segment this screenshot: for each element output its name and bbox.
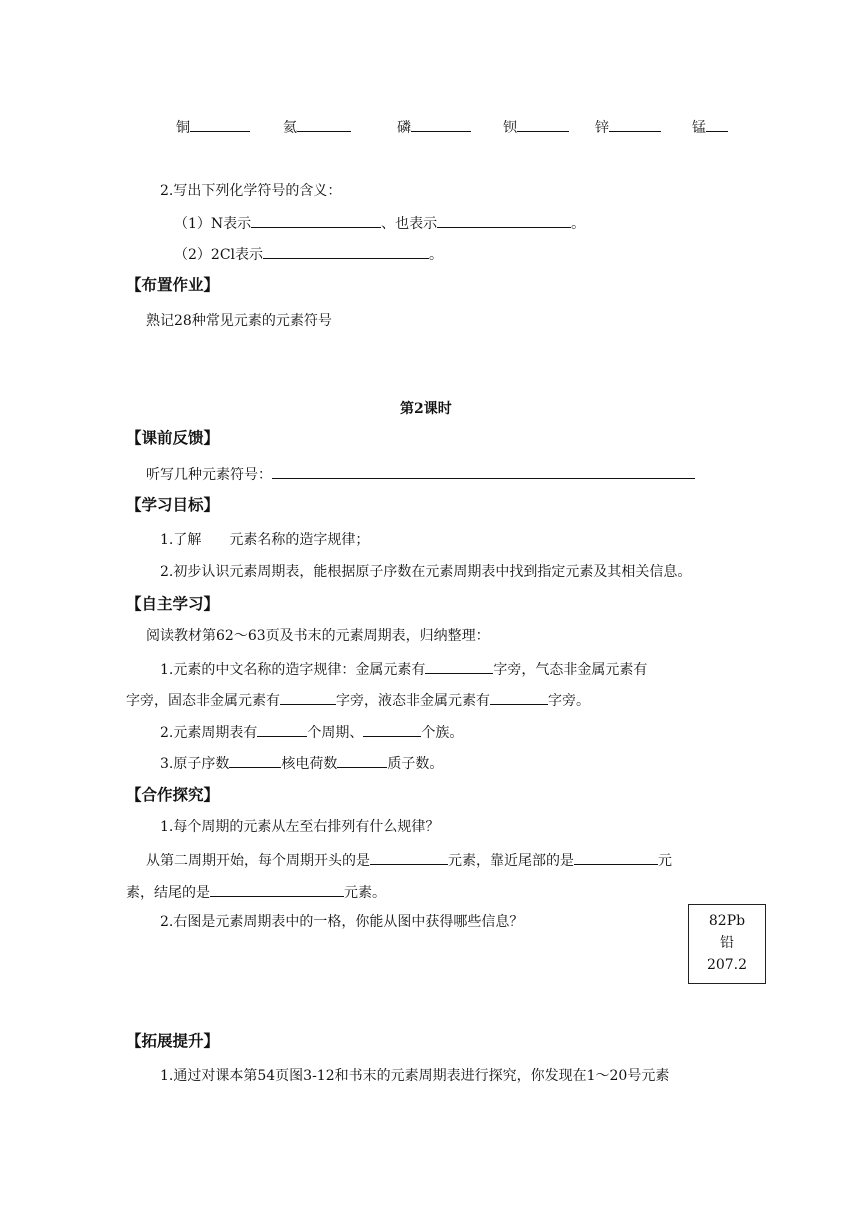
q2-title: 2.写出下列化学符号的含义： (160, 183, 342, 199)
goal-2: 2.初步认识元素周期表，能根据原子序数在元素周期表中找到指定元素及其相关信息。 (160, 564, 692, 580)
self-study-intro: 阅读教材第62～63页及书末的元素周期表，归纳整理： (146, 628, 490, 644)
self-study-heading: 【自主学习】 (126, 595, 220, 613)
element-mn: 锰 (692, 117, 728, 137)
periodic-table-cell (688, 904, 766, 984)
answer-blank[interactable] (425, 659, 493, 674)
element-ba: 钡 (503, 117, 569, 137)
q2-part-b: （2）2Cl表示 。 (174, 244, 443, 264)
self-study-3: 3.原子序数 核电荷数 质子数。 (160, 753, 443, 773)
coop-2: 2.右图是元素周期表中的一格，你能从图中获得哪些信息？ (160, 914, 524, 930)
homework-text: 熟记28种常见元素的元素符号 (146, 313, 332, 329)
feedback-line: 听写几种元素符号： (146, 464, 695, 484)
self-study-2: 2.元素周期表有 个周期、 个族。 (160, 722, 463, 742)
element-cu: 铜 (176, 117, 250, 137)
answer-blank[interactable] (280, 690, 336, 705)
answer-blank[interactable] (337, 753, 387, 768)
self-study-1b: 字旁，固态非金属元素有 字旁，液态非金属元素有 字旁。 (126, 690, 590, 710)
goals-heading: 【学习目标】 (126, 496, 220, 514)
extension-heading: 【拓展提升】 (126, 1032, 220, 1050)
answer-blank[interactable] (437, 213, 571, 228)
answer-blank[interactable] (257, 722, 307, 737)
q2-part-a: （1）N表示 、也表示 。 (174, 213, 585, 233)
cooperation-heading: 【合作探究】 (126, 786, 220, 804)
answer-blank[interactable] (370, 850, 448, 865)
extension-1: 1.通过对课本第54页图3-12和书末的元素周期表进行探究，你发现在1～20号元素 (160, 1068, 670, 1084)
answer-blank[interactable] (574, 850, 658, 865)
answer-blank[interactable] (251, 213, 381, 228)
goal-1: 1.了解 元素名称的造字规律； (160, 532, 370, 548)
answer-blank[interactable] (706, 117, 728, 132)
answer-blank[interactable] (190, 117, 250, 132)
self-study-1a: 1.元素的中文名称的造字规律：金属元素有 字旁，气态非金属元素有 (160, 659, 647, 679)
answer-blank[interactable] (297, 117, 351, 132)
element-zn: 锌 (595, 117, 661, 137)
coop-1-line-a: 从第二周期开始，每个周期开头的是 元素，靠近尾部的是 元 (146, 850, 672, 870)
cell-symbol: 82Pb (708, 913, 746, 929)
element-p: 磷 (397, 117, 471, 137)
answer-blank[interactable] (411, 117, 471, 132)
answer-blank[interactable] (609, 117, 661, 132)
answer-blank[interactable] (263, 244, 429, 259)
coop-1: 1.每个周期的元素从左至右排列有什么规律？ (160, 819, 440, 835)
answer-blank[interactable] (363, 722, 421, 737)
coop-1-line-b: 素，结尾的是 元素。 (126, 882, 386, 902)
answer-blank[interactable] (517, 117, 569, 132)
homework-heading: 【布置作业】 (126, 276, 220, 294)
feedback-heading: 【课前反馈】 (126, 429, 220, 447)
answer-blank[interactable] (490, 690, 548, 705)
element-he: 氦 (283, 117, 351, 137)
answer-blank[interactable] (272, 464, 695, 479)
answer-blank[interactable] (210, 882, 344, 897)
cell-name: 铅 (720, 935, 734, 951)
lesson-title: 第2课时 (400, 401, 452, 417)
answer-blank[interactable] (229, 753, 281, 768)
cell-mass: 207.2 (706, 957, 748, 973)
